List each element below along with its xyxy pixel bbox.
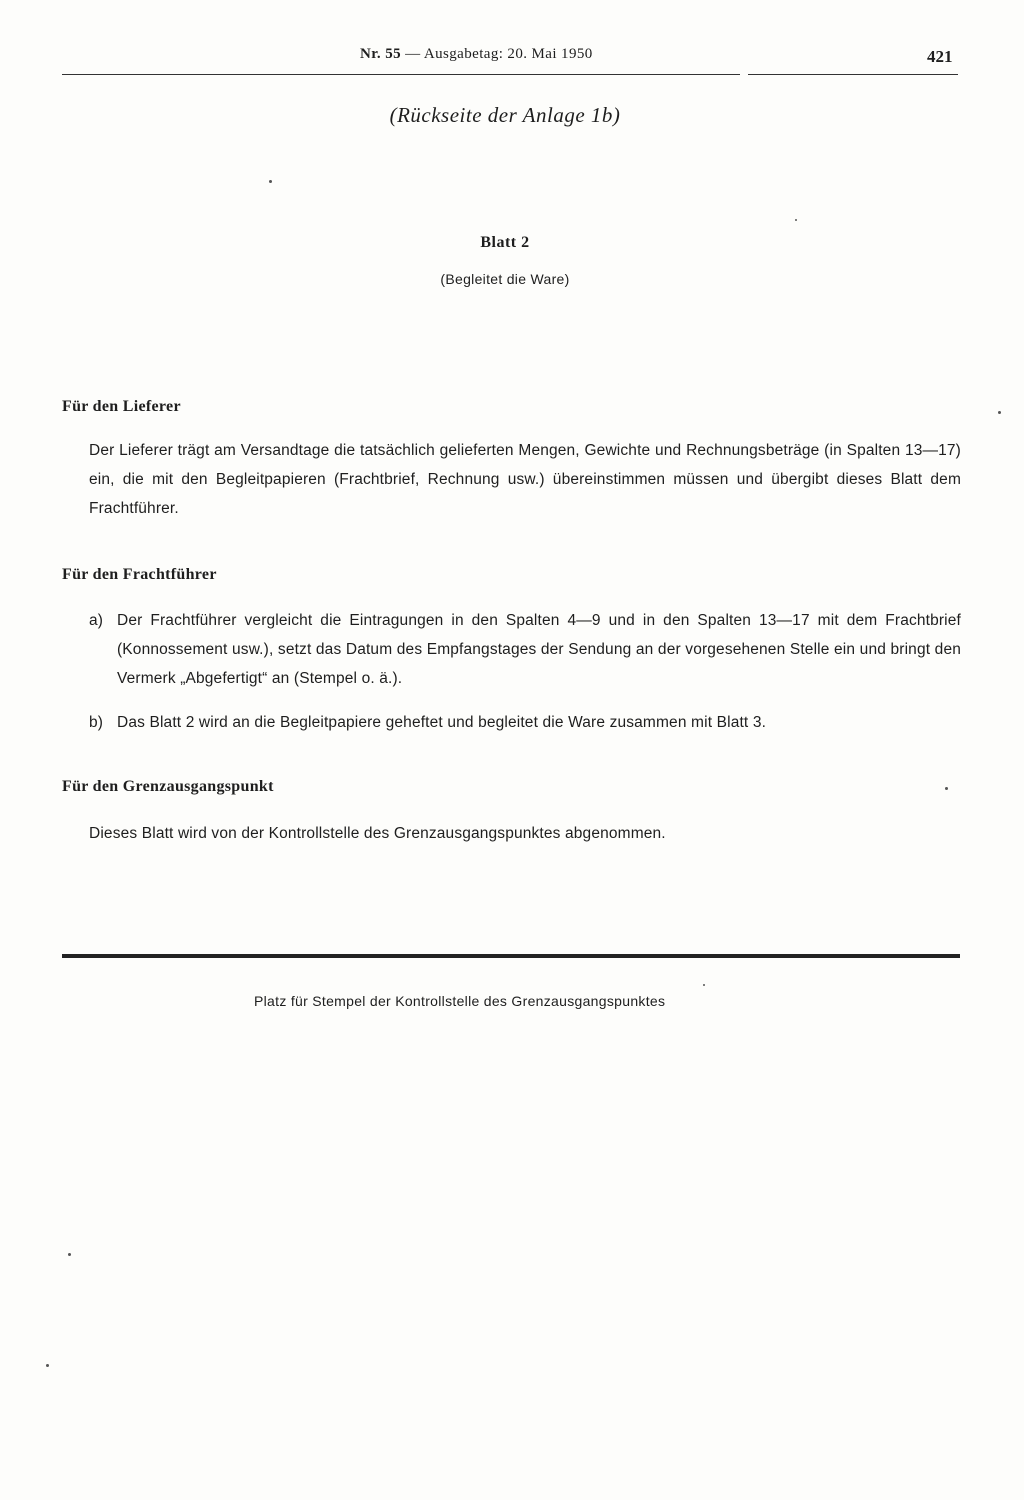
sheet-subtitle: (Begleitet die Ware) — [440, 271, 570, 287]
stamp-area-label: Platz für Stempel der Kontrollstelle des Grenzausgangspunktes — [254, 993, 666, 1009]
header-rule-right — [748, 74, 958, 75]
section-text-lieferer: Der Lieferer trägt am Versandtage die tatsächlich gelieferten Mengen, Gewichte und Rechnungsbeträge (in Spalten 13—17) ein, die mit den Begleitpapieren (Frachtbrief, Rechnung usw.) übereinstimmen müssen und übergibt dieses Blatt dem Frachtführer. — [89, 442, 961, 517]
separator-rule — [62, 954, 960, 958]
list-item-text: Das Blatt 2 wird an die Begleitpapiere geheftet und begleitet die Ware zusammen mit Blatt 3. — [117, 714, 767, 731]
section-heading-frachtfuehrer: Für den Frachtführer — [62, 566, 217, 583]
list-marker: a) — [89, 612, 104, 629]
issue-date: Ausgabetag: 20. Mai 1950 — [423, 46, 593, 62]
header-rule-left — [62, 74, 740, 75]
sheet-title: Blatt 2 — [480, 234, 530, 251]
list-marker: b) — [89, 714, 104, 731]
issue-number: Nr. 55 — [360, 46, 402, 62]
document-subtitle: (Rückseite der Anlage 1b) — [389, 103, 621, 127]
section-heading-lieferer: Für den Lieferer — [62, 398, 181, 415]
page-number: 421 — [927, 47, 953, 66]
list-item — [89, 606, 961, 696]
print-speck — [945, 787, 948, 790]
list-item — [89, 708, 961, 738]
print-speck — [269, 180, 272, 183]
section-heading-grenzausgangspunkt: Für den Grenzausgangspunkt — [62, 778, 274, 795]
section-text-grenzausgangspunkt: Dieses Blatt wird von der Kontrollstelle des Grenzausgangspunktes abgenommen. — [89, 825, 666, 842]
page-header — [360, 46, 593, 63]
print-speck — [795, 219, 797, 221]
print-speck — [703, 984, 705, 986]
print-speck — [68, 1253, 71, 1256]
print-speck — [46, 1364, 49, 1367]
header-separator: — — [405, 46, 421, 62]
print-speck — [998, 411, 1001, 414]
list-item-text: Der Frachtführer vergleicht die Eintragungen in den Spalten 4—9 und in den Spalten 13—17 mit dem Frachtbrief (Konnossement usw.), setzt das Datum des Empfangstages der Sendung an der vorgesehenen Stelle ein und bringt den Vermerk „Abgefertigt“ an (Stempel o. ä.). — [117, 612, 961, 687]
